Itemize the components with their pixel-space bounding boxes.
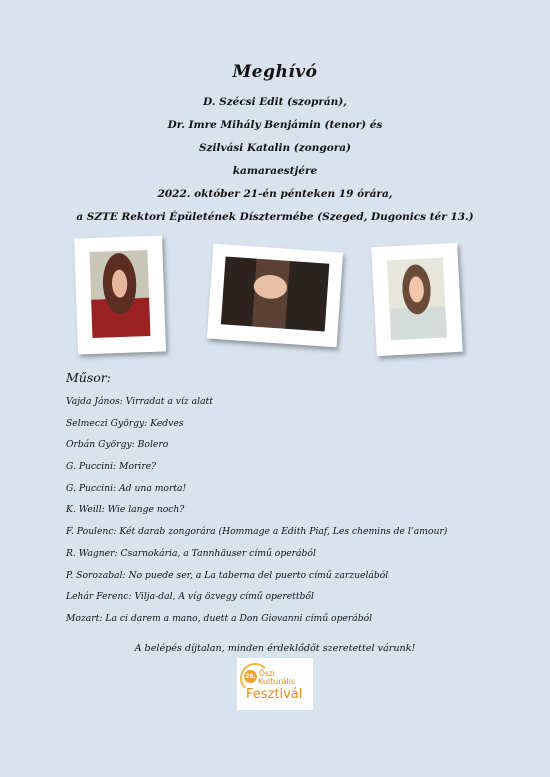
performer-piano: Szilvási Katalin (zongora) [198, 142, 352, 154]
portrait-image [89, 250, 150, 338]
portrait-image [387, 258, 447, 341]
performer-tenor: Dr. Imre Mihály Benjámin (tenor) és [167, 119, 383, 131]
program-item: Vajda János: Virradat a víz alatt [66, 396, 213, 407]
program-item: Orbán György: Bolero [66, 439, 169, 451]
program-item: K. Weill: Wie lange noch? [66, 504, 185, 516]
performer-soprano: D. Szécsi Edit (szoprán), [203, 96, 347, 108]
photo-pianist [371, 243, 463, 356]
program-item: R. Wagner: Csarnokária, a Tannhäuser című operából [66, 547, 316, 559]
event-location: a SZTE Rektori Épületének Dísztermébe (Szeged, Dugonics tér 13.) [76, 211, 474, 223]
program-item: Selmeczi György: Kedves [66, 417, 184, 429]
photo-soprano [74, 235, 166, 354]
program-title: Műsor: [66, 370, 111, 385]
logo-line-3: Fesztivál [246, 687, 303, 702]
program-item: F. Poulenc: Két darab zongorára (Hommage a Edith Piaf, Les chemins de l’amour) [66, 526, 448, 538]
logo-line-1: Őszi [259, 669, 275, 678]
program-item: P. Sorozabal: No puede ser, a La taberna del puerto című zarzuelából [66, 569, 389, 581]
event-type: kamaraestjére [232, 165, 318, 177]
program-list [66, 391, 506, 630]
portrait-image [221, 256, 329, 331]
invitation-header [0, 62, 550, 229]
program-item: G. Puccini: Ad una morta! [66, 482, 187, 494]
page-title: Meghívó [232, 62, 318, 82]
festival-logo [237, 658, 313, 710]
program-item: G. Puccini: Morire? [66, 461, 157, 473]
program-section [66, 370, 506, 630]
event-date: 2022. október 21-én pénteken 19 órára, [157, 188, 393, 200]
logo-line-2: Kulturális [258, 677, 296, 686]
photo-tenor [207, 244, 343, 348]
footer-note: A belépés díjtalan, minden érdeklődőt szeretettel várunk! [134, 643, 416, 654]
program-item: Lehár Ferenc: Vilja-dal, A víg özvegy című operettből [66, 591, 314, 603]
logo-badge: 26. [244, 670, 257, 683]
program-item: Mozart: La ci darem a mano, duett a Don Giovanni című operából [66, 612, 373, 624]
